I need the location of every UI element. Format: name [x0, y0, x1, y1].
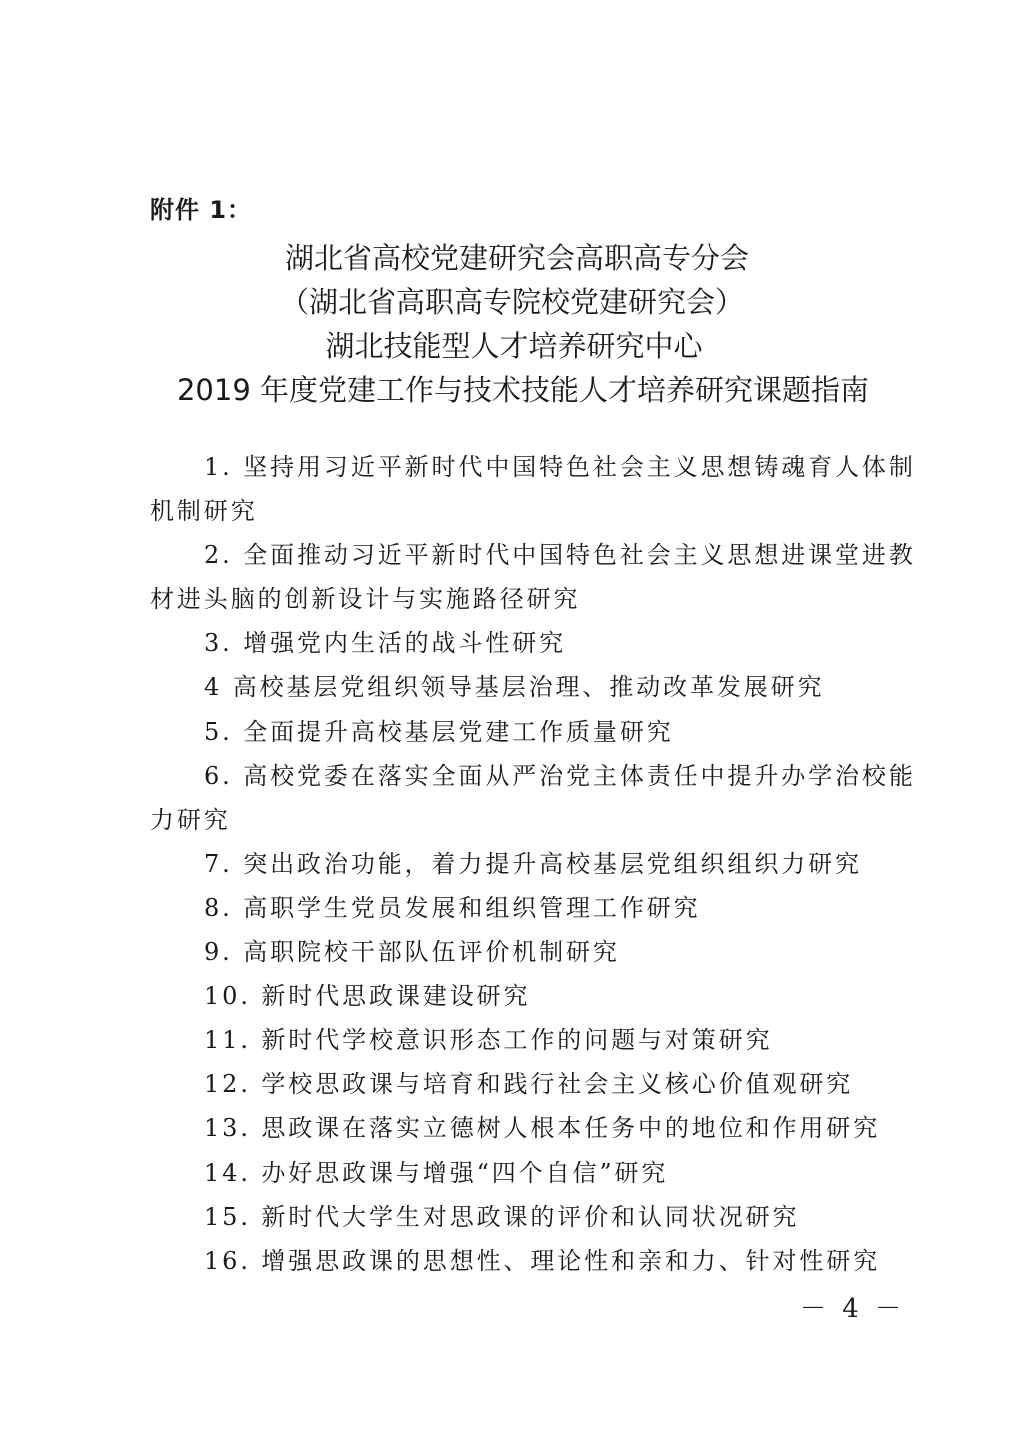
topic-line: 3. 增强党内生活的战斗性研究: [204, 629, 567, 658]
topic-line: 7. 突出政治功能，着力提升高校基层党组织组织力研究: [204, 849, 862, 878]
topic-line: 10. 新时代思政课建设研究: [204, 982, 531, 1011]
topic-line: 14. 办好思政课与增强“四个自信”研究: [204, 1158, 669, 1187]
topic-line: 机制研究: [150, 497, 258, 526]
topic-line: 15. 新时代大学生对思政课的评价和认同状况研究: [204, 1202, 800, 1231]
topic-line: 12. 学校思政课与培育和践行社会主义核心价值观研究: [204, 1070, 854, 1099]
title-line-guide: 2019 年度党建工作与技术技能人才培养研究课题指南: [176, 373, 870, 407]
topic-line: 16. 增强思政课的思想性、理论性和亲和力、针对性研究: [204, 1246, 881, 1275]
topic-line: 材进头脑的创新设计与实施路径研究: [150, 585, 581, 614]
topic-line: 5. 全面提升高校基层党建工作质量研究: [204, 717, 674, 746]
title-line-center: 湖北技能型人才培养研究中心: [325, 329, 703, 363]
topic-line: 1. 坚持用习近平新时代中国特色社会主义思想铸魂育人体制: [204, 453, 916, 481]
topic-line: 11. 新时代学校意识形态工作的问题与对策研究: [204, 1026, 773, 1055]
topic-line: 4 高校基层党组织领导基层治理、推动改革发展研究: [204, 673, 825, 702]
document-title-block: [0, 236, 1024, 412]
page-number: － 4 －: [800, 1294, 906, 1324]
topic-line: 9. 高职院校干部队伍评价机制研究: [204, 938, 620, 967]
topic-line: 8. 高职学生党员发展和组织管理工作研究: [204, 893, 701, 922]
title-line-organization: 湖北省高校党建研究会高职高专分会: [284, 241, 749, 275]
topic-line: 力研究: [150, 805, 231, 834]
topic-line: 6. 高校党委在落实全面从严治党主体责任中提升办学治校能: [204, 761, 916, 790]
attachment-label: 附件 1：: [150, 196, 253, 224]
topic-line: 13. 思政课在落实立德树人根本任务中的地位和作用研究: [204, 1114, 881, 1143]
topic-line: 2. 全面推动习近平新时代中国特色社会主义思想进课堂进教: [204, 541, 916, 570]
topic-list: [150, 445, 916, 1283]
title-line-alias: （湖北省高职高专院校党建研究会）: [279, 285, 744, 319]
